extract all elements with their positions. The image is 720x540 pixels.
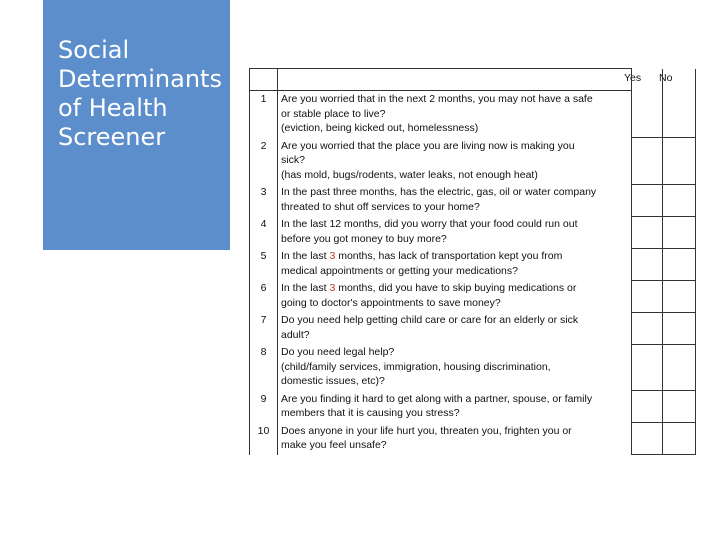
question-number: 9 bbox=[250, 391, 278, 423]
yes-answer-cell[interactable] bbox=[632, 391, 663, 423]
question-number: 7 bbox=[250, 312, 278, 344]
question-number: 10 bbox=[250, 423, 278, 455]
yes-column-header: Yes bbox=[624, 72, 642, 84]
question-text bbox=[278, 280, 632, 312]
question-text-line-highlighted: In the last 3 months, did you have to skip buying medications or bbox=[281, 282, 577, 294]
question-number: 5 bbox=[250, 248, 278, 280]
question-text bbox=[278, 138, 632, 185]
question-text-line: (has mold, bugs/rodents, water leaks, not enough heat) bbox=[281, 168, 538, 181]
question-text-line: Do you need help getting child care or care for an elderly or sick bbox=[281, 314, 579, 326]
question-number: 1 bbox=[250, 91, 278, 138]
question-row bbox=[250, 312, 696, 344]
no-answer-cell[interactable] bbox=[663, 138, 696, 185]
yes-answer-cell[interactable] bbox=[632, 138, 663, 185]
question-row bbox=[250, 138, 696, 185]
question-text-line: domestic issues, etc)? bbox=[281, 375, 385, 387]
question-text-line: or stable place to live? bbox=[281, 107, 386, 120]
yes-answer-cell[interactable] bbox=[632, 184, 663, 216]
title-line: Social bbox=[58, 36, 130, 64]
question-text-line: medical appointments or getting your medications? bbox=[281, 264, 518, 277]
question-number: 4 bbox=[250, 216, 278, 248]
no-answer-cell[interactable] bbox=[663, 184, 696, 216]
page-title bbox=[58, 36, 228, 152]
yes-answer-cell[interactable] bbox=[632, 248, 663, 280]
question-number: 6 bbox=[250, 280, 278, 312]
yes-answer-cell[interactable] bbox=[632, 216, 663, 248]
highlighted-number: 3 bbox=[329, 250, 336, 262]
table-header-row bbox=[250, 69, 696, 91]
no-column-header: No bbox=[659, 72, 673, 84]
no-answer-cell[interactable] bbox=[663, 312, 696, 344]
screener-table bbox=[249, 68, 696, 455]
question-text-line: before you got money to buy more? bbox=[281, 232, 447, 245]
question-text bbox=[278, 423, 632, 455]
no-answer-cell[interactable] bbox=[663, 423, 696, 455]
question-text-line: (eviction, being kicked out, homelessness) bbox=[281, 122, 479, 134]
title-line: Screener bbox=[58, 123, 166, 151]
question-text-line: adult? bbox=[281, 328, 310, 341]
question-row bbox=[250, 391, 696, 423]
title-line: of Health bbox=[58, 94, 168, 122]
question-text-line: Are you worried that in the next 2 months, you may not have a safe bbox=[281, 93, 593, 105]
question-row bbox=[250, 216, 696, 248]
header-no-cell bbox=[663, 69, 696, 91]
question-row bbox=[250, 248, 696, 280]
question-text-line-highlighted: In the last 3 months, has lack of transportation kept you from bbox=[281, 250, 563, 262]
question-text bbox=[278, 216, 632, 248]
header-number-cell bbox=[250, 69, 278, 91]
no-answer-cell[interactable] bbox=[663, 91, 696, 138]
question-text-line: Are you worried that the place you are living now is making you bbox=[281, 139, 575, 152]
no-answer-cell[interactable] bbox=[663, 391, 696, 423]
question-row bbox=[250, 280, 696, 312]
question-text bbox=[278, 312, 632, 344]
question-text-line: In the past three months, has the electric, gas, oil or water company bbox=[281, 186, 597, 198]
question-text-line: Does anyone in your life hurt you, threaten you, frighten you or bbox=[281, 424, 572, 437]
question-text-line: going to doctor's appointments to save money? bbox=[281, 296, 501, 309]
question-row bbox=[250, 184, 696, 216]
no-answer-cell[interactable] bbox=[663, 344, 696, 391]
no-answer-cell[interactable] bbox=[663, 248, 696, 280]
header-question-cell bbox=[278, 69, 632, 91]
question-text-line: In the last 12 months, did you worry that your food could run out bbox=[281, 218, 578, 230]
question-text-line: threated to shut off services to your home? bbox=[281, 200, 480, 213]
title-line: Determinants bbox=[58, 65, 222, 93]
question-text bbox=[278, 344, 632, 391]
no-answer-cell[interactable] bbox=[663, 216, 696, 248]
question-number: 2 bbox=[250, 138, 278, 185]
yes-answer-cell[interactable] bbox=[632, 423, 663, 455]
question-text-line: make you feel unsafe? bbox=[281, 439, 387, 451]
question-text bbox=[278, 248, 632, 280]
question-number: 8 bbox=[250, 344, 278, 391]
question-row bbox=[250, 344, 696, 391]
question-number: 3 bbox=[250, 184, 278, 216]
highlighted-number: 3 bbox=[329, 282, 336, 294]
question-text-line: Do you need legal help? bbox=[281, 346, 395, 358]
question-text bbox=[278, 184, 632, 216]
no-answer-cell[interactable] bbox=[663, 280, 696, 312]
question-text-line: members that it is causing you stress? bbox=[281, 407, 460, 419]
yes-answer-cell[interactable] bbox=[632, 312, 663, 344]
yes-answer-cell[interactable] bbox=[632, 91, 663, 138]
question-text-line: Are you finding it hard to get along with a partner, spouse, or family bbox=[281, 392, 593, 405]
yes-answer-cell[interactable] bbox=[632, 344, 663, 391]
question-text bbox=[278, 391, 632, 423]
yes-answer-cell[interactable] bbox=[632, 280, 663, 312]
question-row bbox=[250, 423, 696, 455]
question-text bbox=[278, 91, 632, 138]
question-text-line: (child/family services, immigration, housing discrimination, bbox=[281, 360, 551, 373]
question-row bbox=[250, 91, 696, 138]
header-yes-cell bbox=[632, 69, 663, 91]
question-text-line: sick? bbox=[281, 154, 305, 166]
